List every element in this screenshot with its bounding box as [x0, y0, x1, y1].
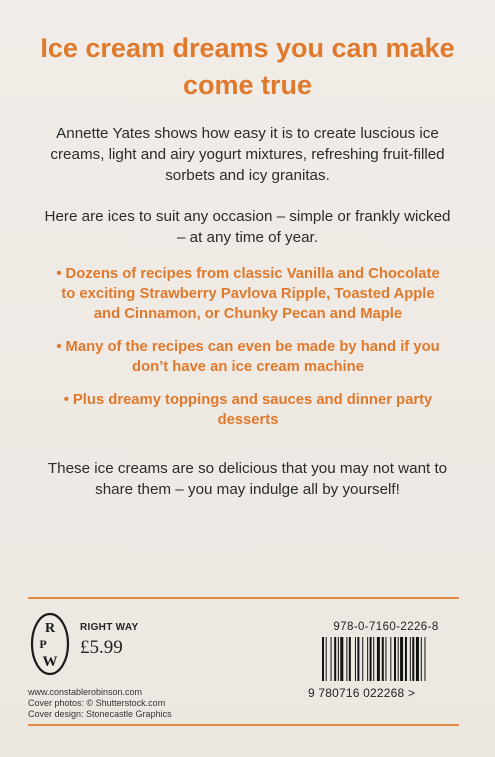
isbn: 978-0-7160-2226-8 [333, 621, 439, 633]
feature-text: Plus dreamy toppings and sauces and dinner party desserts [72, 392, 433, 428]
barcode-bar [370, 637, 372, 681]
barcode-bar [412, 637, 414, 681]
barcode-bar [331, 637, 332, 681]
barcode-bar [410, 637, 411, 681]
barcode-bar [334, 637, 336, 681]
feature-item [48, 390, 448, 430]
publisher-name: RIGHT WAY [80, 622, 139, 633]
barcode-bar [390, 637, 391, 681]
barcode-bar [385, 637, 386, 681]
barcode-bar [421, 637, 422, 681]
svg-text:W: W [42, 654, 58, 670]
barcode-digits: 9 780716 022268 > [308, 686, 416, 700]
svg-text:P: P [39, 637, 47, 651]
bullet-icon: • [56, 339, 62, 355]
barcode-icon [322, 637, 454, 681]
website-url: www.constablerobinson.com [28, 687, 143, 697]
credits [28, 687, 172, 720]
barcode-bar [416, 637, 419, 681]
divider-top [28, 597, 459, 599]
feature-item [48, 337, 448, 377]
price: £5.99 [80, 637, 123, 658]
headline: Ice cream dreams you can make come true [40, 33, 455, 100]
feature-list [48, 264, 448, 443]
barcode-bar [355, 637, 356, 681]
divider-bottom [28, 724, 459, 726]
bullet-icon: • [56, 266, 62, 282]
barcode-bar [424, 637, 425, 681]
barcode-bar [367, 637, 368, 681]
svg-text:R: R [44, 621, 56, 636]
barcode-bar [322, 637, 324, 681]
barcode-bar [338, 637, 339, 681]
barcode-bar [362, 637, 363, 681]
feature-text: Many of the recipes can even be made by hand if you don’t have an ice cream machine [65, 339, 440, 375]
publisher-logo-icon [30, 612, 70, 676]
barcode-bar [357, 637, 359, 681]
barcode-bar [346, 637, 347, 681]
design-credit: Cover design: Stonecastle Graphics [28, 709, 172, 719]
barcode-bar [377, 637, 380, 681]
intro-paragraph: Annette Yates shows how easy it is to create luscious ice creams, light and airy yogurt mixtures, refreshing fruit-filled sorbets and icy granitas. [50, 125, 445, 184]
photo-credit: Cover photos: © Shutterstock.com [28, 698, 166, 708]
barcode-bar [400, 637, 403, 681]
barcode-bar [394, 637, 396, 681]
barcode-bar [326, 637, 327, 681]
feature-item [48, 264, 448, 324]
closing-paragraph: These ice creams are so delicious that you may not want to share them – you may indulge all by yourself! [47, 460, 448, 498]
barcode-bar [373, 637, 374, 681]
barcode-bar [340, 637, 343, 681]
barcode-bar [382, 637, 384, 681]
feature-text: Dozens of recipes from classic Vanilla and Chocolate to exciting Strawberry Pavlova Ripple, Toasted Apple and Cinnamon, or Chunky Pecan and Maple [61, 266, 440, 322]
barcode-bar [349, 637, 351, 681]
occasion-paragraph: Here are ices to suit any occasion – simple or frankly wicked – at any time of year. [44, 208, 451, 246]
bullet-icon: • [63, 392, 69, 408]
barcode-bar [405, 637, 407, 681]
barcode-bar [398, 637, 399, 681]
